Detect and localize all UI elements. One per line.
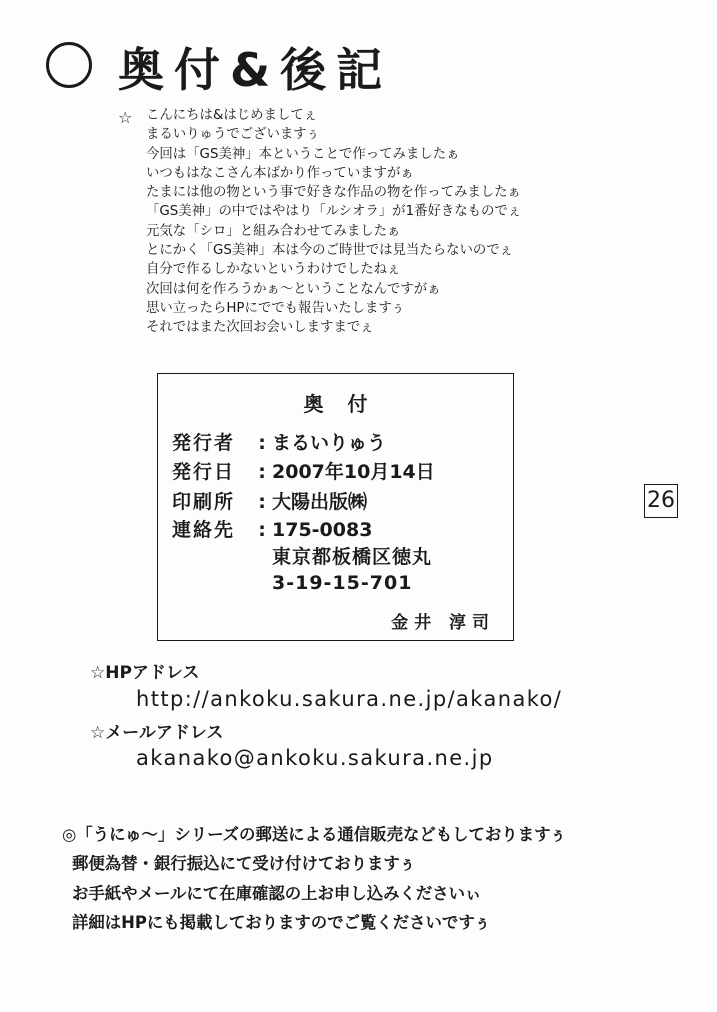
afterword-line: まるいりゅうでございますぅ	[146, 127, 320, 143]
afterword-line: とにかく「GS美神」本は今のご時世では見当たらないのでぇ	[146, 243, 514, 259]
afterword-line: たまには他の物という事で好きな作品の物を作ってみましたぁ	[146, 185, 521, 201]
hp-address-label: ☆HPアドレス	[90, 663, 200, 683]
address-line-2: 3-19-15-701	[272, 572, 413, 594]
publisher-label: 発行者	[172, 432, 236, 454]
afterword-text	[146, 106, 521, 338]
notice-line: 詳細はHPにも掲載しておりますのでご覧くださいですぅ	[72, 912, 491, 932]
afterword-line: 次回は何を作ろうかぁ〜ということなんですがぁ	[146, 281, 441, 297]
mail-order-notice	[62, 820, 566, 937]
afterword-line: こんにちは&はじめましてぇ	[146, 108, 318, 123]
mail-address-link[interactable]: akanako@ankoku.sakura.ne.jp	[136, 746, 494, 770]
heading-circle-icon	[46, 42, 92, 88]
publisher-value: まるいりゅう	[272, 432, 387, 454]
hp-url-link[interactable]: http://ankoku.sakura.ne.jp/akanako/	[136, 687, 563, 711]
colophon-box	[157, 373, 514, 641]
page-title: 奥付&後記	[118, 43, 393, 97]
author-name: 金井 淳司	[391, 613, 495, 633]
printer-value: 大陽出版㈱	[272, 491, 368, 513]
separator: :	[258, 461, 266, 483]
printer-row	[172, 489, 367, 515]
notice-line: ◎「うにゅ〜」シリーズの郵送による通信販売などもしておりますぅ	[62, 825, 567, 844]
date-label: 発行日	[172, 461, 236, 483]
afterword-line: 「GS美神」の中ではやはり「ルシオラ」が1番好きなものでぇ	[146, 204, 522, 220]
afterword-line: 元気な「シロ」と組み合わせてみましたぁ	[146, 223, 401, 239]
separator: :	[258, 519, 266, 541]
page-number: 26	[644, 484, 678, 518]
printer-label: 印刷所	[172, 491, 236, 513]
afterword-line: 自分で作るしかないというわけでしたねぇ	[146, 262, 401, 278]
separator: :	[258, 491, 266, 513]
publisher-row	[172, 430, 386, 456]
contact-row	[172, 517, 372, 543]
afterword-line: 思い立ったらHPにででも報告いたしますぅ	[146, 300, 405, 316]
date-value: 2007年10月14日	[272, 461, 435, 483]
mail-address-label: ☆メールアドレス	[90, 723, 224, 743]
colophon-title: 奥付	[303, 392, 392, 416]
notice-line: 郵便為替・銀行振込にて受け付けておりますぅ	[72, 854, 416, 874]
notice-line: お手紙やメールにて在庫確認の上お申し込みくださいぃ	[72, 883, 482, 903]
address-line-1: 東京都板橋区徳丸	[272, 546, 433, 568]
afterword-line: 今回は「GS美神」本ということで作ってみましたぁ	[146, 146, 460, 162]
contact-label: 連絡先	[172, 519, 236, 541]
star-bullet-icon: ☆	[118, 108, 133, 127]
separator: :	[258, 432, 266, 454]
date-row	[172, 459, 435, 485]
afterword-line: それではまた次回お会いしますまでぇ	[146, 320, 374, 336]
afterword-line: いつもはなこさん本ばかり作っていますがぁ	[146, 165, 414, 181]
postal-code: 175-0083	[272, 519, 373, 541]
